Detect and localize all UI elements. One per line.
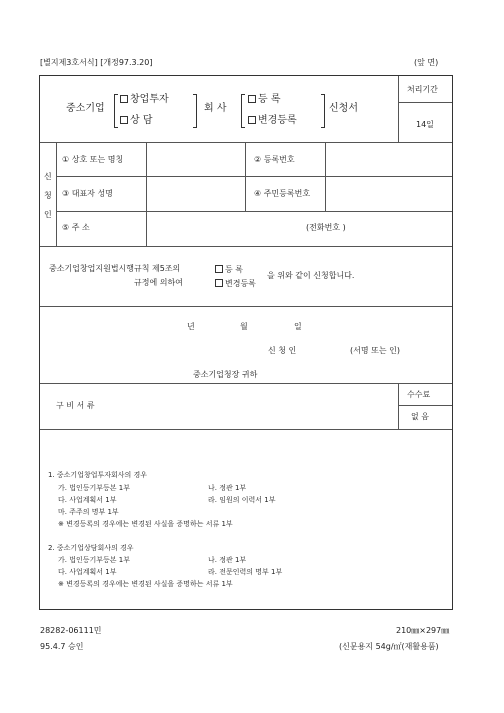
signature-label: 신 청 인 — [268, 346, 297, 355]
title-suffix: 신청서 — [329, 103, 358, 114]
title-middle: 회 사 — [204, 103, 227, 114]
processing-period-value: 14일 — [416, 120, 434, 129]
section2-item-4: 라. 전문인력의 명부 1부 — [208, 568, 283, 576]
applicant-col-1 — [146, 142, 147, 211]
section1-note: ※ 변경등록의 경우에는 변경된 사실을 증명하는 서류 1부 — [58, 520, 233, 528]
applicant-side-char-3: 인 — [44, 210, 52, 219]
representative-name-label: ③ 대표자 성명 — [62, 189, 113, 198]
title-prefix: 중소기업 — [66, 103, 105, 114]
address-label: ⑤ 주 소 — [62, 223, 90, 232]
statement-top-line — [40, 246, 452, 247]
statement-line-1: 중소기업창업지원법시행규칙 제5조의 — [49, 264, 181, 273]
phone-label: (전화번호 ) — [306, 223, 346, 232]
processing-divider — [398, 76, 399, 142]
section2-item-1: 가. 법인등기부등본 1부 — [58, 556, 130, 564]
section1-item-3: 다. 사업계획서 1부 — [58, 496, 117, 504]
title-bracket-right-b — [321, 94, 325, 128]
section1-item-2: 나. 정관 1부 — [208, 484, 247, 492]
section1-item-5: 마. 주주의 명부 1부 — [58, 508, 119, 516]
fee-label: 수수료 — [407, 390, 431, 399]
footer-paper: (신문용지 54g/㎡(재활용품) — [339, 642, 439, 651]
title-option-consulting: 상 담 — [120, 116, 153, 126]
section1-item-1: 가. 법인등기부등본 1부 — [58, 484, 130, 492]
processing-period-label: 처리기간 — [407, 85, 438, 94]
title-bracket-left-a — [114, 94, 118, 128]
form-number: [별지제3호서식] [개정97.3.20] — [40, 58, 153, 67]
page-side-label: (앞 면) — [414, 58, 439, 67]
documents-mid-line — [40, 429, 452, 430]
date-day: 일 — [294, 322, 302, 331]
applicant-col-2 — [245, 142, 246, 211]
company-name-label: ① 상호 또는 명칭 — [62, 155, 124, 164]
fee-value: 없 음 — [411, 412, 429, 421]
footer-code: 28282-06111민 — [40, 626, 102, 635]
fee-divider — [398, 383, 399, 429]
applicant-row-line-2 — [57, 211, 452, 212]
applicant-side-divider — [56, 142, 57, 246]
statement-line-2: 규정에 의하여 — [134, 278, 183, 287]
checkbox-icon[interactable] — [248, 95, 256, 103]
documents-top-line — [40, 383, 452, 384]
date-year: 년 — [187, 322, 195, 331]
date-month: 월 — [240, 322, 248, 331]
statement-tail: 을 위와 같이 신청합니다. — [267, 271, 355, 280]
section1-title: 1. 중소기업창업투자회사의 경우 — [48, 471, 148, 479]
documents-label: 구 비 서 류 — [56, 401, 95, 410]
applicant-side-char-2: 청 — [44, 191, 52, 200]
section2-note: ※ 변경등록의 경우에는 변경된 사실을 증명하는 서류 1부 — [58, 580, 233, 588]
checkbox-icon[interactable] — [120, 95, 128, 103]
section2-item-3: 다. 사업계획서 1부 — [58, 568, 117, 576]
recipient: 중소기업청장 귀하 — [193, 370, 258, 379]
statement-option-register: 등 록 — [215, 265, 243, 274]
processing-hline — [399, 102, 452, 103]
title-bracket-left-b — [241, 94, 245, 128]
title-bracket-right-a — [193, 94, 197, 128]
applicant-col-addr — [146, 211, 147, 246]
resident-number-label: ④ 주민등록번호 — [254, 189, 311, 198]
checkbox-icon[interactable] — [248, 116, 256, 124]
checkbox-icon[interactable] — [215, 279, 223, 287]
section1-item-4: 라. 임원의 이력서 1부 — [208, 496, 276, 504]
checkbox-icon[interactable] — [120, 116, 128, 124]
signature-note: (서명 또는 인) — [350, 346, 400, 355]
section2-item-2: 나. 정관 1부 — [208, 556, 247, 564]
checkbox-icon[interactable] — [215, 265, 223, 273]
applicant-row-line-1 — [57, 176, 452, 177]
title-option-register: 등 록 — [248, 95, 281, 105]
applicant-side-char-1: 신 — [44, 172, 52, 181]
applicant-top-line — [40, 142, 452, 143]
registration-number-label: ② 등록번호 — [254, 155, 295, 164]
title-option-venture: 창업투자 — [120, 95, 169, 105]
title-option-change-register: 변경등록 — [248, 116, 297, 126]
footer-approval: 95.4.7 승인 — [40, 642, 84, 651]
footer-size: 210㎜×297㎜ — [396, 626, 450, 635]
section2-title: 2. 중소기업상담회사의 경우 — [48, 544, 134, 552]
fee-hline — [399, 405, 452, 406]
statement-option-change-register: 변경등록 — [215, 279, 256, 288]
applicant-col-3 — [325, 142, 326, 211]
date-top-line — [40, 306, 452, 307]
